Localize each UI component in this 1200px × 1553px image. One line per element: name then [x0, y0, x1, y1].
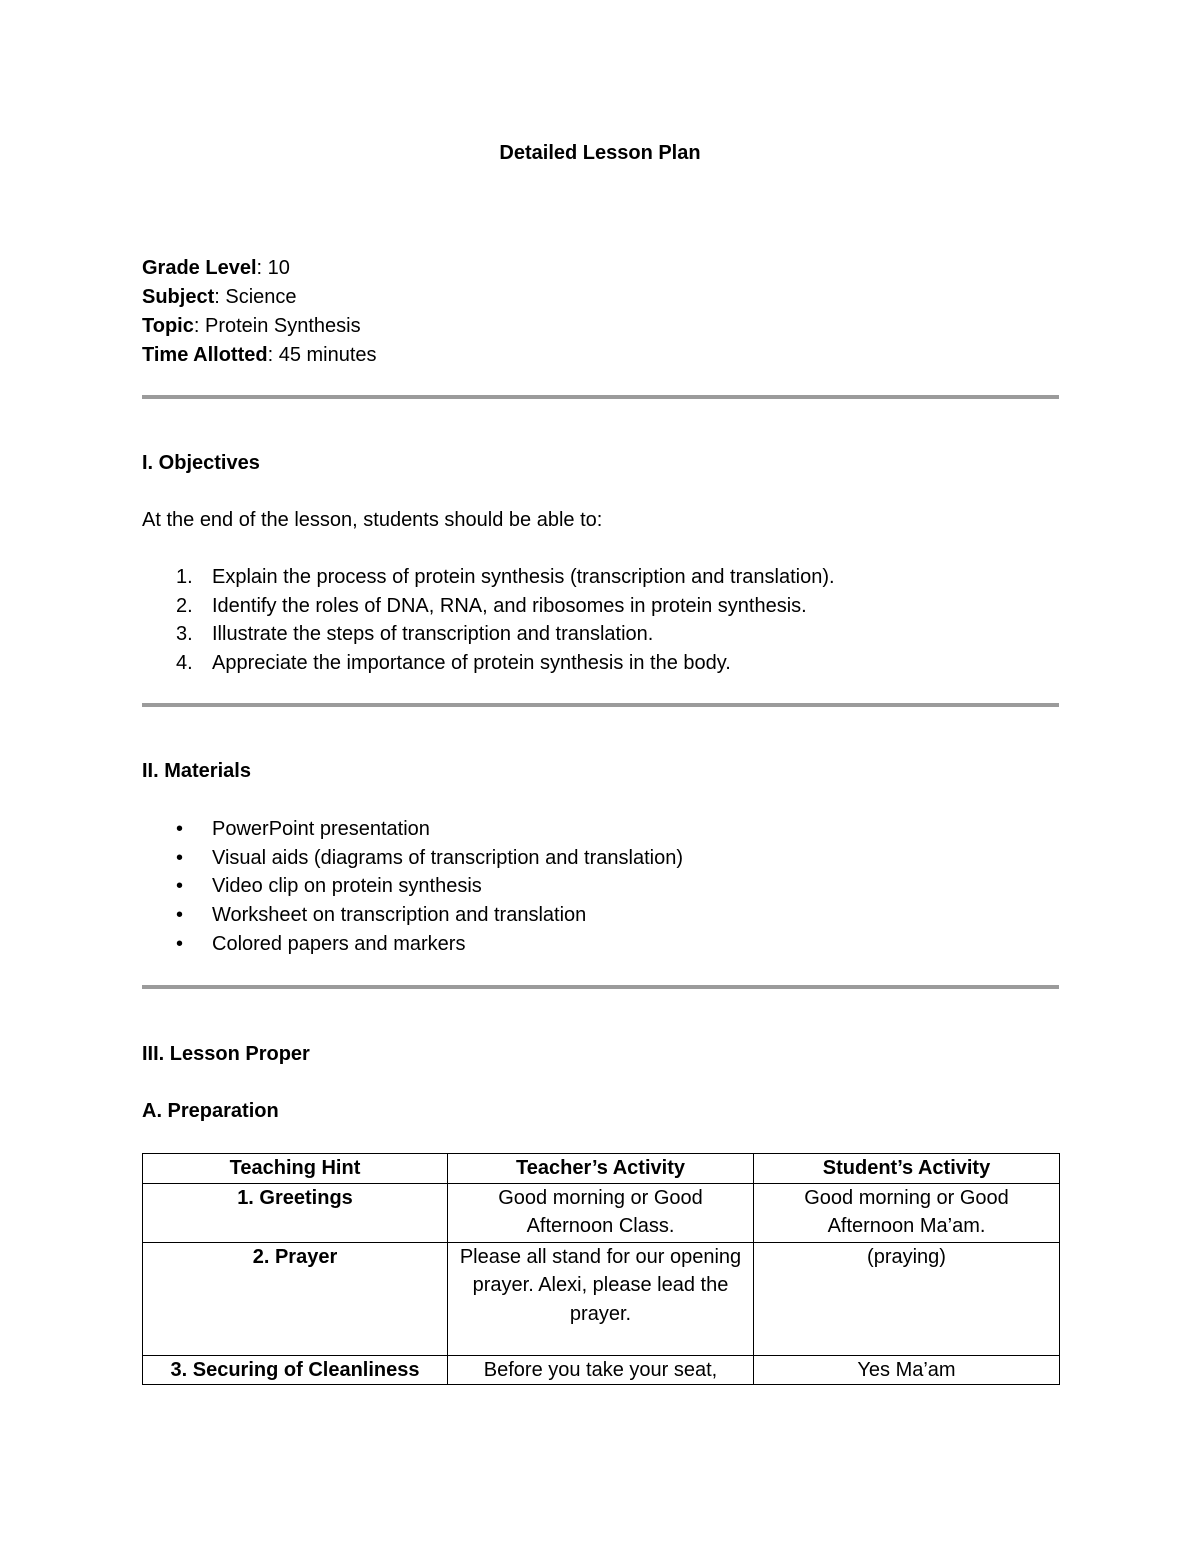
- list-item-text: Colored papers and markers: [212, 932, 466, 955]
- table-header-row: [143, 1154, 1060, 1184]
- meta-value: Science: [225, 286, 297, 308]
- table-row: [143, 1183, 1060, 1242]
- meta-value: Protein Synthesis: [204, 315, 361, 337]
- lesson-proper-heading: III. Lesson Proper: [142, 1043, 310, 1065]
- meta-topic: Topic: Protein Synthesis: [142, 315, 361, 337]
- table-cell: Good morning or Good Afternoon Ma’am.: [754, 1183, 1060, 1242]
- list-item-text: Identify the roles of DNA, RNA, and ribosomes in protein synthesis.: [212, 594, 807, 617]
- list-item-text: Worksheet on transcription and translation: [212, 904, 587, 927]
- objectives-heading: I. Objectives: [142, 452, 260, 474]
- meta-block: [142, 254, 377, 370]
- meta-label: Subject: [142, 286, 215, 308]
- list-number: 1.: [176, 566, 193, 588]
- column-header: Student’s Activity: [754, 1154, 1060, 1184]
- table-cell: Please all stand for our opening prayer. Alexi, please lead the prayer.: [448, 1242, 754, 1355]
- table-cell: (praying): [754, 1242, 1060, 1355]
- list-item-text: Video clip on protein synthesis: [212, 875, 482, 898]
- list-item-text: PowerPoint presentation: [212, 818, 430, 840]
- list-number: 4.: [176, 652, 193, 675]
- bullet-icon: •: [176, 818, 184, 840]
- bullet-icon: •: [176, 932, 184, 955]
- preparation-subheading: A. Preparation: [142, 1100, 279, 1122]
- bullet-icon: •: [176, 875, 184, 898]
- preparation-table: [142, 1153, 1060, 1385]
- list-number: 2.: [176, 594, 193, 617]
- list-item-text: Illustrate the steps of transcription and translation.: [212, 623, 654, 646]
- bullet-icon: •: [176, 846, 184, 869]
- list-item-text: Explain the process of protein synthesis (transcription and translation).: [212, 566, 835, 588]
- table-row: [143, 1242, 1060, 1355]
- list-item-text: Appreciate the importance of protein synthesis in the body.: [212, 652, 731, 675]
- table-cell: Good morning or Good Afternoon Class.: [448, 1183, 754, 1242]
- meta-label: Topic: [142, 315, 194, 337]
- meta-value: 45 minutes: [278, 344, 377, 366]
- section-divider: [142, 395, 1059, 399]
- section-divider: [142, 703, 1059, 707]
- table-cell: Yes Ma’am: [754, 1355, 1060, 1385]
- list-number: 3.: [176, 623, 193, 646]
- meta-grade-level: Grade Level: 10: [142, 257, 290, 279]
- bullet-icon: •: [176, 904, 184, 927]
- section-divider: [142, 985, 1059, 989]
- objectives-intro: At the end of the lesson, students should be able to:: [142, 509, 603, 531]
- meta-label: Time Allotted: [142, 344, 268, 366]
- column-header: Teacher’s Activity: [448, 1154, 754, 1184]
- meta-value: 10: [267, 257, 290, 279]
- meta-label: Grade Level: [142, 257, 257, 279]
- table-row: [143, 1355, 1060, 1385]
- materials-heading: II. Materials: [142, 760, 251, 782]
- table-cell: 3. Securing of Cleanliness: [143, 1355, 448, 1385]
- list-item-text: Visual aids (diagrams of transcription and translation): [212, 846, 683, 869]
- column-header: Teaching Hint: [143, 1154, 448, 1184]
- meta-subject: Subject: Science: [142, 286, 297, 308]
- table-cell: Before you take your seat,: [448, 1355, 754, 1385]
- meta-time-allotted: Time Allotted: 45 minutes: [142, 344, 377, 366]
- document-title: Detailed Lesson Plan: [499, 142, 701, 164]
- table-cell: 1. Greetings: [143, 1183, 448, 1242]
- table-cell: 2. Prayer: [143, 1242, 448, 1355]
